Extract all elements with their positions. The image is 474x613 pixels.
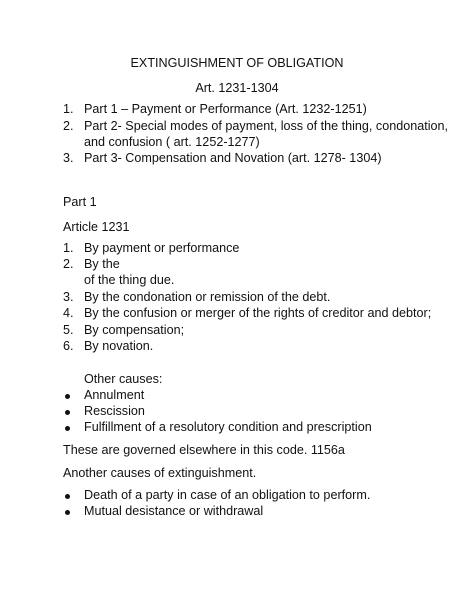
another-causes-label: Another causes of extinguishment.	[63, 466, 257, 480]
list-number: 5.	[63, 323, 74, 337]
other-causes-label: Other causes:	[84, 372, 163, 386]
document-subtitle: Art. 1231-1304	[195, 81, 279, 95]
list-number: 1.	[63, 102, 74, 116]
list-text: Annulment	[84, 388, 145, 402]
bullet-icon	[65, 394, 70, 399]
list-number: 2.	[63, 257, 74, 271]
list-number: 4.	[63, 306, 74, 320]
list-text-continuation: and confusion ( art. 1252-1277)	[84, 135, 260, 149]
list-number: 3.	[63, 290, 74, 304]
article-heading: Article 1231	[63, 220, 130, 234]
list-text: By the	[84, 257, 120, 271]
bullet-icon	[65, 426, 70, 431]
list-text: Mutual desistance or withdrawal	[84, 504, 264, 518]
list-text: By the condonation or remission of the debt.	[84, 290, 331, 304]
list-text: By payment or performance	[84, 241, 240, 255]
bullet-icon	[65, 494, 70, 499]
part-heading: Part 1	[63, 195, 97, 209]
list-text: By novation.	[84, 339, 154, 353]
bullet-icon	[65, 410, 70, 415]
list-number: 3.	[63, 151, 74, 165]
list-text: Death of a party in case of an obligation to perform.	[84, 488, 371, 502]
list-text: By compensation;	[84, 323, 185, 337]
list-number: 1.	[63, 241, 74, 255]
list-text-continuation: of the thing due.	[84, 273, 175, 287]
list-text: By the confusion or merger of the rights of creditor and debtor;	[84, 306, 432, 320]
list-number: 2.	[63, 119, 74, 133]
list-text: Rescission	[84, 404, 145, 418]
list-text: Part 3- Compensation and Novation (art. 1278- 1304)	[84, 151, 382, 165]
bullet-icon	[65, 510, 70, 515]
list-text: Fulfillment of a resolutory condition and prescription	[84, 420, 372, 434]
list-text: Part 2- Special modes of payment, loss of the thing, condonation,	[84, 119, 449, 133]
document-title: EXTINGUISHMENT OF OBLIGATION	[130, 56, 344, 70]
list-text: Part 1 – Payment or Performance (Art. 1232-1251)	[84, 102, 367, 116]
governed-note: These are governed elsewhere in this code. 1156a	[63, 443, 345, 457]
list-number: 6.	[63, 339, 74, 353]
